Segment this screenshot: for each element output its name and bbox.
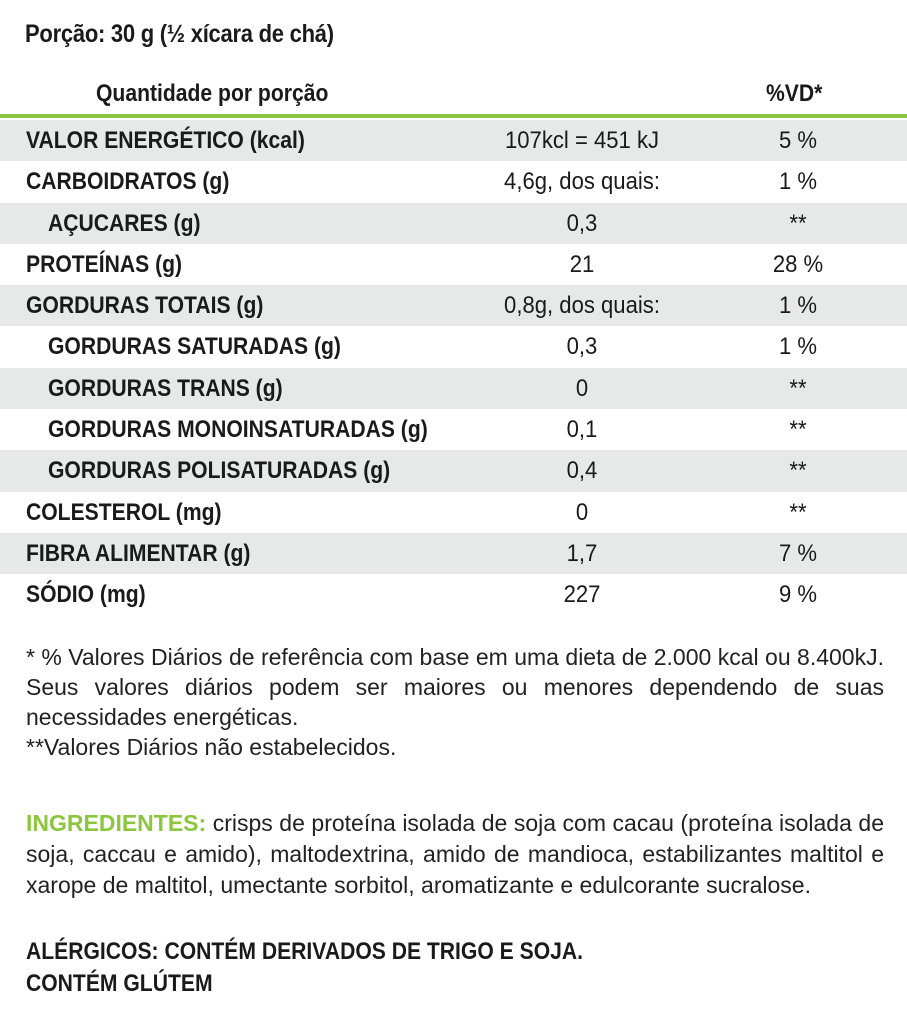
table-row [0,161,907,202]
nutrient-name: GORDURAS SATURADAS (g) [48,333,341,361]
table-row [0,409,907,450]
nutrient-name: GORDURAS MONOINSATURADAS (g) [48,416,428,444]
nutrient-dv: ** [789,498,807,526]
table-row [0,326,907,367]
nutrient-value: 0,4 [566,457,598,485]
table-row [0,120,907,161]
allergen-warning [26,936,583,1000]
nutrient-name: FIBRA ALIMENTAR (g) [26,539,251,567]
nutrient-dv: 1 % [778,333,818,361]
nutrient-value: 4,6g, dos quais: [504,168,660,196]
ingredients-text: crisps de proteína isolada de soja com cacau (proteína isolada de soja, caccau e amido), maltodextrina, amido de mandioca, estabilizantes maltitol e xarope de maltitol, umectante sorbitol, aromatizante e edulcorante sucralose. [26,810,884,898]
nutrient-name: COLESTEROL (mg) [26,498,222,526]
portion-size: Porção: 30 g (½ xícara de chá) [25,20,334,48]
nutrient-value: 107kcl = 451 kJ [504,127,660,154]
nutrition-table [0,120,907,616]
table-row [0,244,907,285]
table-row [0,368,907,409]
quantity-header: Quantidade por porção [96,80,329,107]
nutrient-name: SÓDIO (mg) [26,581,146,609]
table-row [0,533,907,574]
table-row [0,492,907,533]
nutrient-dv: 1 % [778,168,818,196]
ingredients-label: INGREDIENTES: [26,810,207,836]
nutrient-value: 0 [575,498,589,526]
nutrient-value: 21 [569,250,595,278]
table-row [0,203,907,244]
allergen-line: ALÉRGICOS: CONTÉM DERIVADOS DE TRIGO E SOJA. [26,938,583,965]
nutrient-value: 0,3 [566,209,598,237]
table-row [0,450,907,491]
nutrient-value: 0,1 [566,416,598,444]
nutrient-dv: 28 % [772,250,824,278]
nutrient-name: VALOR ENERGÉTICO (kcal) [26,127,305,154]
header-divider [0,114,907,118]
nutrient-name: GORDURAS POLISATURADAS (g) [48,457,391,485]
gluten-line: CONTÉM GLÚTEM [26,970,213,997]
nutrient-dv: ** [789,457,807,485]
ingredients-section [26,808,884,901]
nutrient-dv: 9 % [778,581,818,609]
footnote-reference: * % Valores Diários de referência com base em uma dieta de 2.000 kcal ou 8.400kJ. Seus valores diários podem ser maiores ou menores dependendo de suas necessidades energéticas. [26,644,884,730]
daily-value-header: %VD* [766,80,823,107]
nutrient-value: 1,7 [566,539,598,567]
footnote-not-established: **Valores Diários não estabelecidos. [26,734,397,760]
table-row [0,574,907,615]
nutrient-value: 0,3 [566,333,598,361]
nutrient-value: 0,8g, dos quais: [504,292,660,320]
nutrient-value: 227 [563,581,601,609]
table-row [0,285,907,326]
daily-value-footnote [26,642,884,762]
nutrient-dv: ** [789,416,807,444]
nutrient-name: CARBOIDRATOS (g) [26,168,230,196]
nutrient-name: AÇUCARES (g) [48,209,201,237]
nutrient-value: 0 [575,374,589,402]
nutrient-name: PROTEÍNAS (g) [26,250,183,278]
nutrient-dv: 7 % [778,539,818,567]
table-header [0,78,907,114]
nutrient-dv: 1 % [778,292,818,320]
nutrient-name: GORDURAS TOTAIS (g) [26,292,264,320]
nutrient-dv: ** [789,374,807,402]
nutrient-dv: ** [789,209,807,237]
nutrient-name: GORDURAS TRANS (g) [48,374,283,402]
nutrient-dv: 5 % [778,127,818,154]
